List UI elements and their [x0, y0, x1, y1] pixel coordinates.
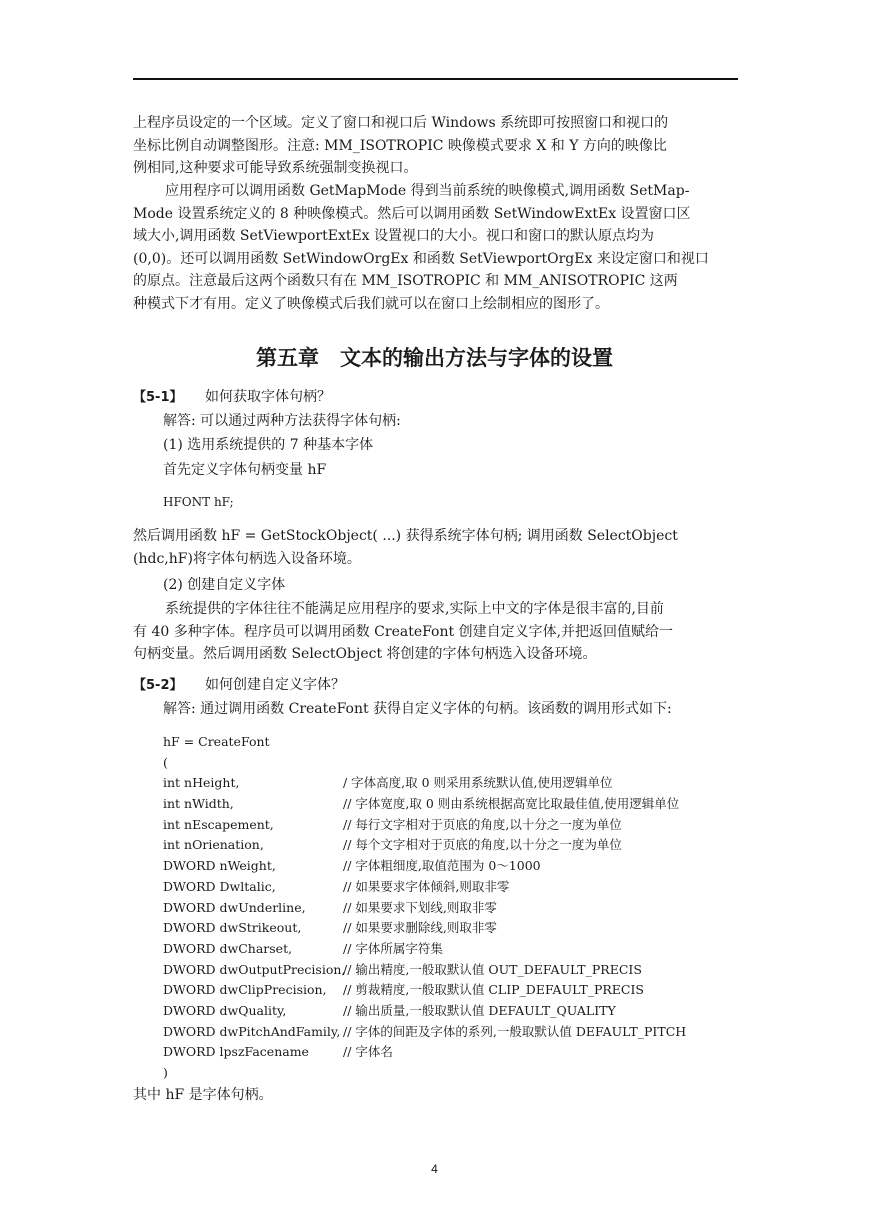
param-name: DWORD dwUnderline,	[163, 899, 306, 915]
param-comment: / 字体高度,取 0 则采用系统默认值,使用逻辑单位	[343, 775, 613, 791]
text-line: 坐标比例自动调整图形。注意: MM_ISOTROPIC 映像模式要求 X 和 Y 方向的映像比	[133, 137, 667, 154]
text-line: 例相同,这种要求可能导致系统强制变换视口。	[133, 160, 418, 176]
text-line: Mode 设置系统定义的 8 种映像模式。然后可以调用函数 SetWindowExtEx 设置窗口区	[133, 205, 691, 222]
question-text: 如何创建自定义字体？	[204, 677, 345, 693]
text-line: 有 40 多种字体。程序员可以调用函数 CreateFont 创建自定义字体,并把返回值赋给一	[133, 623, 674, 640]
param-comment: // 每行文字相对于页底的角度,以十分之一度为单位	[343, 816, 622, 832]
question-5-1	[133, 386, 331, 406]
text-line: 句柄变量。然后调用函数 SelectObject 将创建的字体句柄选入设备环境。	[133, 646, 597, 662]
chapter-title: 第五章 文本的输出方法与字体的设置	[256, 346, 613, 370]
param-comment: // 字体名	[343, 1044, 393, 1060]
param-comment: // 剪裁精度,一般取默认值 CLIP_DEFAULT_PRECIS	[343, 982, 644, 998]
param-name: DWORD dwPitchAndFamily,	[163, 1023, 341, 1039]
question-number: 【5-2】	[133, 678, 183, 693]
param-name: DWORD dwQuality,	[163, 1002, 287, 1018]
param-name: int nWidth,	[163, 796, 234, 812]
text-line: (0,0)。还可以调用函数 SetWindowOrgEx 和函数 SetViewportOrgEx 来设定窗口和视口	[133, 250, 709, 267]
param-comment: // 输出精度,一般取默认值 OUT_DEFAULT_PRECIS	[343, 961, 642, 977]
answer-text: 解答: 通过调用函数 CreateFont 获得自定义字体的句柄。该函数的调用形式如下:	[163, 701, 672, 717]
param-comment: // 字体粗细度,取值范围为 0～1000	[343, 858, 541, 874]
footer-note: 其中 hF 是字体句柄。	[133, 1087, 273, 1103]
text-line: 上程序员设定的一个区域。定义了窗口和视口后 Windows 系统即可按照窗口和视口的	[133, 115, 669, 131]
param-comment: // 输出质量,一般取默认值 DEFAULT_QUALITY	[343, 1002, 616, 1018]
code-text: (	[163, 754, 168, 770]
param-name: DWORD dwCharset,	[163, 940, 293, 956]
question-number: 【5-1】	[133, 390, 183, 405]
param-name: int nHeight,	[163, 775, 240, 791]
answer-intro: 解答: 可以通过两种方法获得字体句柄:	[163, 413, 401, 429]
then-paragraph	[133, 525, 737, 570]
param-comment: // 如果要求删除线,则取非零	[343, 920, 497, 936]
code-text: hF = CreateFont	[163, 734, 270, 749]
param-comment: // 如果要求下划线,则取非零	[343, 899, 497, 915]
param-name: DWORD dwStrikeout,	[163, 920, 302, 936]
method-2-paragraph	[133, 598, 737, 666]
param-comment: // 字体的间距及字体的系列,一般取默认值 DEFAULT_PITCH	[343, 1023, 687, 1039]
header-rule	[133, 78, 738, 80]
param-name: DWORD Dwltalic,	[163, 878, 276, 894]
text-line: 的原点。注意最后这两个函数只有在 MM_ISOTROPIC 和 MM_ANISOTROPIC 这两	[133, 273, 678, 289]
page-number: 4	[431, 1162, 438, 1176]
method-1-heading: (1) 选用系统提供的 7 种基本字体	[163, 437, 374, 453]
param-name: DWORD dwOutputPrecision,	[163, 961, 346, 977]
text-line: 然后调用函数 hF = GetStockObject( ...) 获得系统字体句柄; 调用函数 SelectObject	[133, 528, 678, 544]
code-declaration: HFONT hF;	[163, 495, 234, 509]
intro-paragraph-2	[133, 180, 737, 315]
question-5-2	[133, 674, 345, 694]
text-line: (hdc,hF)将字体句柄选入设备环境。	[133, 550, 361, 567]
param-name: DWORD nWeight,	[163, 858, 276, 874]
param-comment: // 如果要求字体倾斜,则取非零	[343, 878, 510, 894]
param-name: DWORD lpszFacename	[163, 1044, 309, 1060]
param-name: DWORD dwClipPrecision,	[163, 982, 327, 998]
intro-paragraph-1	[133, 112, 737, 180]
text-line: 域大小,调用函数 SetViewportExtEx 设置视口的大小。视口和窗口的默认原点均为	[133, 228, 655, 244]
question-text: 如何获取字体句柄？	[204, 389, 331, 405]
text-line: 应用程序可以调用函数 GetMapMode 得到当前系统的映像模式,调用函数 SetMap-	[165, 183, 690, 199]
param-comment: // 每个文字相对于页底的角度,以十分之一度为单位	[343, 837, 622, 853]
code-text: )	[163, 1065, 168, 1080]
method-1-step: 首先定义字体句柄变量 hF	[163, 462, 327, 478]
param-name: int nEscapement,	[163, 816, 274, 832]
text-line: 系统提供的字体往往不能满足应用程序的要求,实际上中文的字体是很丰富的,目前	[165, 601, 664, 617]
param-name: int nOrienation,	[163, 837, 264, 853]
param-comment: // 字体所属字符集	[343, 940, 443, 956]
method-2-heading: (2) 创建自定义字体	[163, 577, 286, 593]
param-comment: // 字体宽度,取 0 则由系统根据高宽比取最佳值,使用逻辑单位	[343, 796, 680, 812]
text-line: 种模式下才有用。定义了映像模式后我们就可以在窗口上绘制相应的图形了。	[133, 295, 609, 312]
